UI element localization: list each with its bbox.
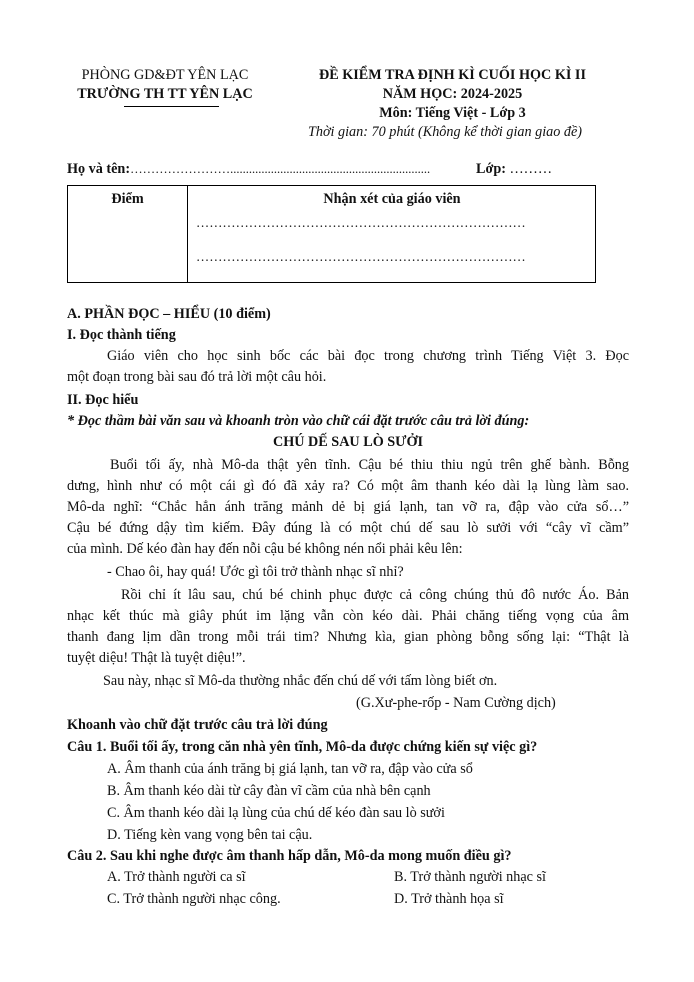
class-info xyxy=(476,159,552,179)
q1-option-c[interactable]: C. Âm thanh kéo dài lạ lùng của chú dế kéo đàn sau lò sưởi xyxy=(107,805,445,821)
questions-instruction: Khoanh vào chữ đặt trước câu trả lời đúng xyxy=(67,717,328,733)
q1-option-b[interactable]: B. Âm thanh kéo dài từ cây đàn vĩ cầm của nhà bên cạnh xyxy=(107,783,431,799)
q2-option-a[interactable]: A. Trở thành người ca sĩ xyxy=(107,869,246,885)
story-line: Cậu bé đứng dậy tìm kiếm. Đây đúng là có một chú dế sau lò sưởi với “cây vĩ cầm” xyxy=(67,520,629,536)
comment-line-1[interactable]: ………………………………………………………………… xyxy=(196,215,526,230)
comment-header: Nhận xét của giáo viên xyxy=(323,191,461,207)
story-line: Rồi chỉ ít lâu sau, chú bé chinh phục được cả công chúng thủ đô nước Áo. Bản xyxy=(121,587,629,603)
story-source: (G.Xư-phe-rốp - Nam Cường dịch) xyxy=(356,695,556,711)
section-a-title: A. PHẦN ĐỌC – HIỂU (10 điểm) xyxy=(67,306,271,322)
class-field[interactable]: ……… xyxy=(509,161,553,177)
story-line: của mình. Dế kéo đàn hay đến nỗi cậu bé không nén nổi phải kêu lên: xyxy=(67,541,463,557)
q2-option-d[interactable]: D. Trở thành họa sĩ xyxy=(394,891,504,907)
reading-instruction: * Đọc thầm bài văn sau và khoanh tròn vào chữ cái đặt trước câu trả lời đúng: xyxy=(67,413,530,429)
score-cell[interactable] xyxy=(68,186,188,282)
exam-title: ĐỀ KIỂM TRA ĐỊNH KÌ CUỐI HỌC KÌ II xyxy=(319,67,586,83)
story-line: nhạc kết thúc mà giây phút im lặng vẫn còn kéo dài. Phải chăng tiếng vọng của âm xyxy=(67,608,629,624)
exam-duration: Thời gian: 70 phút (Không kể thời gian giao đề) xyxy=(307,124,583,140)
name-label: Họ và tên: xyxy=(67,161,131,177)
story-title: CHÚ DẾ SAU LÒ SƯỞI xyxy=(272,434,424,450)
story-line: Sau này, nhạc sĩ Mô-da thường nhắc đến chú dế với tấm lòng biết ơn. xyxy=(103,673,498,689)
part1-text-line-1: Giáo viên cho học sinh bốc các bài đọc trong chương trình Tiếng Việt 3. Đọc xyxy=(107,348,629,364)
story-line: dưng, hình như có một cái gì đó đã xảy ra? Có một âm thanh kéo dài lạ lùng làm sao. xyxy=(67,478,629,494)
school-name: TRƯỜNG TH TT YÊN LẠC xyxy=(77,86,253,102)
part1-title: I. Đọc thành tiếng xyxy=(67,327,176,343)
class-label: Lớp: xyxy=(476,161,506,177)
question-2: Câu 2. Sau khi nghe được âm thanh hấp dẫn, Mô-da mong muốn điều gì? xyxy=(67,848,512,864)
score-header: Điểm xyxy=(111,191,144,207)
name-field[interactable]: ……………………................................................................ xyxy=(130,162,431,176)
q2-option-c[interactable]: C. Trở thành người nhạc công. xyxy=(107,891,281,907)
score-comment-table xyxy=(67,185,596,283)
q1-option-a[interactable]: A. Âm thanh của ánh trăng bị giá lạnh, tan vỡ ra, đập vào cửa sổ xyxy=(107,761,473,777)
student-info-row xyxy=(67,159,430,179)
subject-line: Môn: Tiếng Việt - Lớp 3 xyxy=(379,105,526,121)
school-year: NĂM HỌC: 2024-2025 xyxy=(382,86,523,102)
school-name-underline xyxy=(124,106,219,107)
part2-title: II. Đọc hiểu xyxy=(67,392,139,408)
question-1: Câu 1. Buổi tối ấy, trong căn nhà yên tĩnh, Mô-da được chứng kiến sự việc gì? xyxy=(67,739,538,755)
story-line: Buổi tối ấy, nhà Mô-da thật yên tĩnh. Cậu bé thiu thiu ngủ trên ghế bành. Bỗng xyxy=(110,457,629,473)
q2-option-b[interactable]: B. Trở thành người nhạc sĩ xyxy=(394,869,546,885)
part1-text-line-2: một đoạn trong bài sau đó trả lời một câu hỏi. xyxy=(67,369,327,385)
department-name: PHÒNG GD&ĐT YÊN LẠC xyxy=(81,67,249,83)
story-line: Mô-da nghĩ: “Chắc hẳn ánh trăng mảnh dẻ bị giá lạnh, tan vỡ ra, đập vào cửa sổ…” xyxy=(67,499,629,515)
comment-line-2[interactable]: ………………………………………………………………… xyxy=(196,249,526,264)
story-line: tuyệt diệu! Thật là tuyệt diệu!”. xyxy=(67,650,246,666)
story-line: - Chao ôi, hay quá! Ước gì tôi trở thành nhạc sĩ nhỉ? xyxy=(107,564,404,580)
story-line: thanh đang lịm dần trong mỗi trái tim? Nhưng kìa, gian phòng bỗng sống lại: “Thật là xyxy=(67,629,629,645)
q1-option-d[interactable]: D. Tiếng kèn vang vọng bên tai cậu. xyxy=(107,827,313,843)
